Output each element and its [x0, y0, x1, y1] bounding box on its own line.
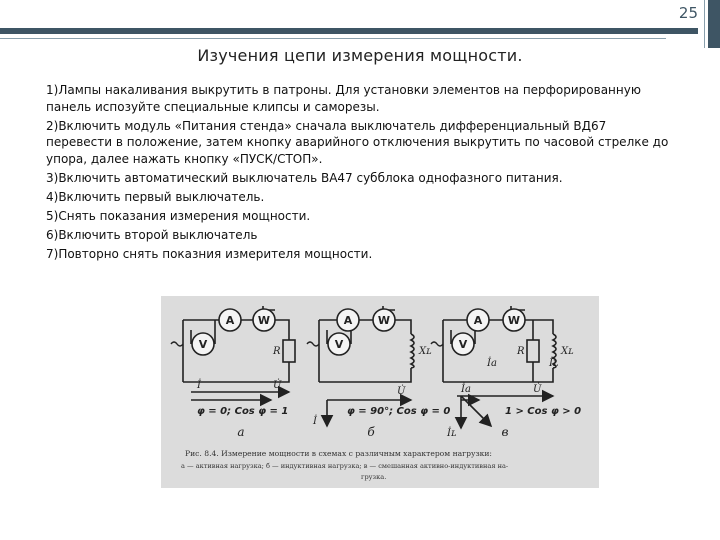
step-5: 5)Снять показания измерения мощности.: [46, 208, 311, 223]
wattmeter-b-label: W: [377, 314, 391, 327]
sub-label-a: а: [237, 425, 245, 439]
ammeter-a-label: A: [225, 314, 235, 327]
sub-label-b: б: [367, 425, 375, 439]
circuit-diagrams: [161, 296, 599, 488]
step-7: 7)Повторно снять показния измерителя мощности.: [46, 246, 373, 261]
current-ia-label: İa: [487, 358, 497, 369]
slide-title: Изучения цепи измерения мощности.: [197, 46, 523, 65]
step-3: 3)Включить автоматический выключатель ВА47 субблока однофазного питания.: [46, 170, 563, 185]
resistor-a-label: R: [273, 346, 281, 357]
voltmeter-c-label: V: [458, 338, 468, 351]
phasor-ia-label: İa: [461, 384, 471, 395]
voltage-a-label: U̇: [273, 380, 282, 391]
phase-c-text: 1 > Cos φ > 0: [505, 406, 582, 417]
header-line: [0, 38, 666, 39]
wattmeter-c-label: W: [507, 314, 521, 327]
voltage-b-label: U̇: [397, 386, 406, 397]
circuit-figure: [161, 296, 599, 488]
current-a-label: İ: [197, 380, 201, 391]
phasor-il-label: İʟ: [447, 428, 457, 439]
voltage-c-label: U̇: [533, 384, 542, 395]
inductor-b-label: Xʟ: [419, 346, 432, 357]
ammeter-c-label: A: [473, 314, 483, 327]
phase-a-text: φ = 0; Cos φ = 1: [197, 406, 289, 417]
step-4: 4)Включить первый выключатель.: [46, 189, 265, 204]
phase-b-text: φ = 90°; Cos φ = 0: [347, 406, 451, 417]
corner-bar: [708, 0, 720, 48]
resistor-c-label: R: [517, 346, 525, 357]
ammeter-b-label: A: [343, 314, 353, 327]
inductor-c-label: Xʟ: [561, 346, 574, 357]
step-2: 2)Включить модуль «Питания стенда» сначала выключатель дифференциальный ВД67 перевести в положение, затем кнопку аварийного отключения выкрутить по часовой стрелке до упора, далее нажать кнопку «ПУСК/СТОП».: [46, 118, 669, 166]
corner-line: [704, 0, 705, 48]
voltmeter-a-label: V: [198, 338, 208, 351]
instruction-list: [46, 82, 676, 265]
sub-label-c: в: [501, 425, 509, 439]
step-1: 1)Лампы накаливания выкрутить в патроны. Для установки элементов на перфорированную панель испозуйте специальные клипсы и саморезы.: [46, 83, 641, 114]
current-b-label: İ: [313, 416, 317, 427]
page-number: 25: [678, 4, 698, 22]
current-il-label: İʟ: [549, 358, 559, 369]
wattmeter-a-label: W: [257, 314, 271, 327]
figure-caption-3: грузка.: [361, 473, 387, 481]
header-bar: [0, 28, 698, 34]
figure-caption-2: а — активная нагрузка; б — индуктивная нагрузка; в — смешанная активно-индуктивная на-: [181, 462, 509, 470]
voltmeter-b-label: V: [334, 338, 344, 351]
step-6: 6)Включить второй выключатель: [46, 227, 258, 242]
figure-caption-1: Рис. 8.4. Измерение мощности в схемах с различным характером нагрузки:: [185, 449, 492, 458]
